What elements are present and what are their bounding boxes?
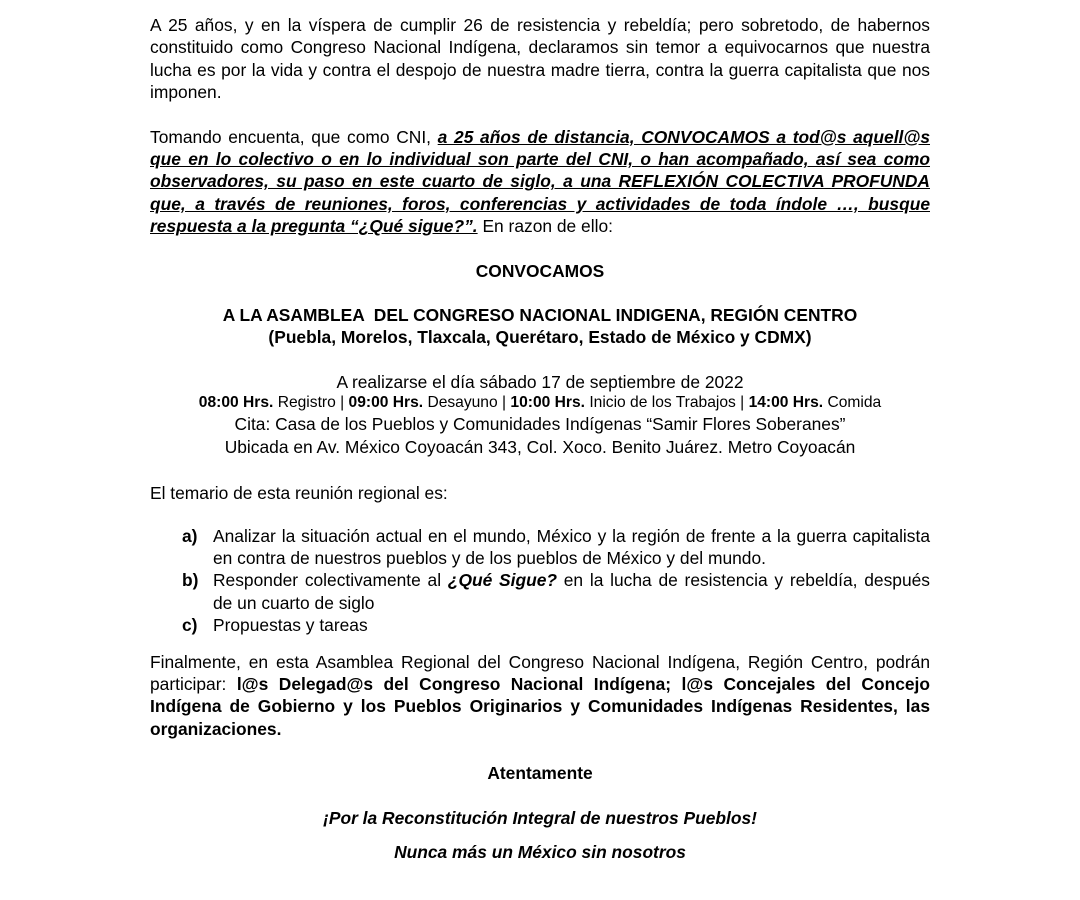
schedule-time: 10:00 Hrs.: [510, 394, 585, 412]
schedule-separator: |: [340, 394, 345, 412]
heading-convocamos: CONVOCAMOS: [475, 260, 605, 281]
agenda-list: [150, 525, 930, 637]
schedule-time: 14:00 Hrs.: [748, 394, 824, 412]
agenda-item-text-before: Responder colectivamente al: [213, 570, 448, 591]
heading-states: (Puebla, Morelos, Tlaxcala, Querétaro, Estado de México y CDMX): [268, 327, 812, 348]
convocation-lead: Tomando encuenta, que como CNI,: [150, 126, 438, 147]
convocation-emphasis: a 25 años de distancia, CONVOCAMOS a tod@s aquell@s que en lo colectivo o en lo individual son parte del CNI, o han acompañado, así sea como observadores, su paso en este cuarto de siglo, a una REFLEXIÓN COLECTIVA PROFUNDA que, a través de reuniones, foros, conferencias y actividades de toda índole …, busque respuesta a la pregunta “¿Qué sigue?”.: [150, 126, 930, 237]
schedule-activity: Inicio de los Trabajos: [589, 394, 736, 412]
schedule-time: 09:00 Hrs.: [348, 394, 424, 412]
agenda-item: [182, 569, 930, 614]
slogan-nunca-mas: Nunca más un México sin nosotros: [394, 841, 686, 862]
agenda-item-text: Analizar la situación actual en el mundo, México y la región de frente a la guerra capitalista en contra de nuestros pueblos y de los pueblos de México y del mundo.: [213, 525, 930, 568]
event-details: [150, 371, 930, 458]
event-schedule: [150, 393, 930, 413]
agenda-item-text: Propuestas y tareas: [213, 615, 368, 636]
agenda-item-emphasis: ¿Qué Sigue?: [447, 570, 558, 591]
event-date: A realizarse el día sábado 17 de septiembre de 2022: [336, 371, 744, 392]
schedule-time: 08:00 Hrs.: [198, 394, 274, 412]
agenda-item: [182, 525, 930, 570]
intro-paragraph: A 25 años, y en la víspera de cumplir 26 de resistencia y rebeldía; pero sobretodo, de habernos constituido como Congreso Nacional Indígena, declaramos sin temor a equivocarnos que nuestra lucha es por la vida y contra el despojo de nuestra madre tierra, contra la guerra capitalista que nos imponen.: [150, 15, 930, 103]
participants-paragraph: [150, 651, 930, 741]
agenda-item-label: b): [182, 570, 199, 591]
schedule-activity: Comida: [827, 394, 882, 412]
agenda-intro: El temario de esta reunión regional es:: [150, 483, 448, 504]
event-address: Ubicada en Av. México Coyoacán 343, Col. Xoco. Benito Juárez. Metro Coyoacán: [224, 436, 856, 457]
event-venue: Cita: Casa de los Pueblos y Comunidades Indígenas “Samir Flores Soberanes”: [234, 414, 846, 435]
convocation-tail: En razon de ello:: [477, 216, 613, 237]
agenda-item-label: c): [182, 615, 198, 636]
schedule-separator: |: [502, 394, 507, 412]
slogan-reconstitucion: ¡Por la Reconstitución Integral de nuestros Pueblos!: [323, 807, 757, 828]
schedule-activity: Registro: [277, 394, 336, 412]
document-page: [150, 14, 930, 863]
participants-lead: Finalmente, en esta Asamblea Regional del Congreso Nacional Indígena, Región Centro, podrán participar:: [150, 651, 930, 694]
heading-asamblea: A LA ASAMBLEA DEL CONGRESO NACIONAL INDIGENA, REGIÓN CENTRO: [222, 305, 858, 326]
agenda-item-text: [213, 569, 930, 614]
agenda-item: [182, 614, 930, 636]
agenda-item-text-after: en la lucha de resistencia y rebeldía, después de un cuarto de siglo: [213, 570, 931, 613]
closing: Atentamente: [487, 763, 593, 784]
convocation-paragraph: [150, 126, 930, 238]
schedule-activity: Desayuno: [427, 394, 498, 412]
participants-list: l@s Delegad@s del Congreso Nacional Indígena; l@s Concejales del Concejo Indígena de Gobierno y los Pueblos Originarios y Comunidades Indígenas Residentes, las organizaciones.: [150, 673, 931, 739]
assembly-heading: [150, 304, 930, 349]
schedule-separator: |: [740, 394, 745, 412]
agenda-item-label: a): [182, 525, 198, 546]
